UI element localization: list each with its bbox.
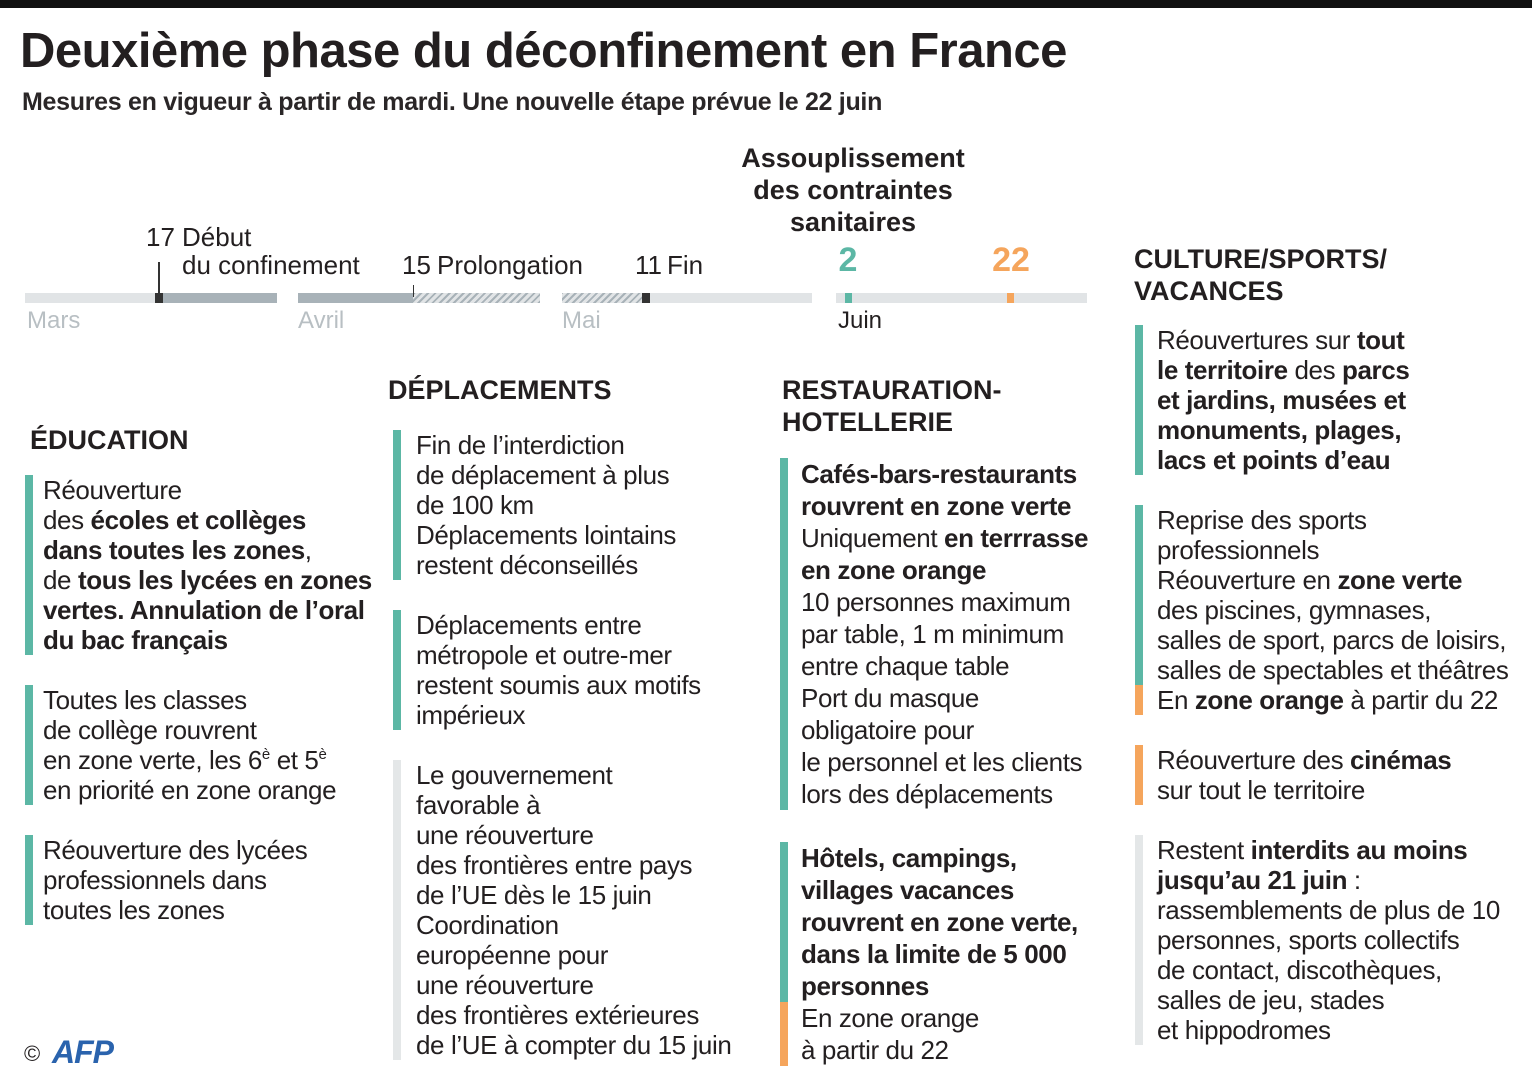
month-avril: Avril [298, 307, 345, 334]
text-run: professionnels dans [43, 865, 267, 895]
text-run: Reprise des sports [1157, 505, 1367, 535]
text-run: En zone orange [801, 1003, 979, 1033]
text-run: Restent [1157, 835, 1251, 865]
deplacements-measures [393, 430, 731, 1060]
text-run: Déplacements lointains [416, 520, 677, 550]
timeline-marker-2-juin [845, 293, 852, 303]
bold-text: le territoire [1157, 355, 1288, 385]
measure-line [780, 970, 1088, 1002]
bold-text: parcs [1342, 355, 1410, 385]
measure-line [25, 535, 372, 565]
measure-item [1135, 505, 1508, 715]
text-run: métropole et outre-mer [416, 640, 672, 670]
section-title-education [30, 424, 189, 456]
text-run: des piscines, gymnases, [1157, 595, 1432, 625]
text-run: en zone verte, les 6 [43, 745, 262, 775]
phase-title [728, 142, 978, 238]
measure-item [25, 685, 372, 805]
measure-line [1135, 655, 1508, 685]
month-juin: Juin [838, 307, 883, 334]
measure-item [393, 610, 731, 730]
text-run: de déplacement à plus [416, 460, 670, 490]
bold-text: tout [1356, 325, 1405, 355]
measure-line [780, 650, 1088, 682]
text-run: , [304, 535, 312, 565]
measure-line [1135, 745, 1508, 775]
measure-line [393, 910, 731, 940]
measure-line [780, 1002, 1088, 1034]
measure-line [393, 460, 731, 490]
bold-text: vertes. Annulation de l’oral [43, 595, 365, 625]
measure-line [1135, 505, 1508, 535]
measure-line [780, 1034, 1088, 1066]
measure-line [1135, 685, 1508, 715]
text-run: Déplacements entre [416, 610, 642, 640]
text-run: Fin de l’interdiction [416, 430, 625, 460]
measure-item [1135, 745, 1508, 805]
timeline-tick-17 [158, 262, 160, 293]
text-run: entre chaque table [801, 651, 1010, 681]
text-run: en priorité en zone orange [43, 775, 337, 805]
measure-line [1135, 925, 1508, 955]
measure-line [1135, 385, 1508, 415]
bold-text: dans la limite de 5 000 [801, 939, 1067, 969]
measure-line [393, 640, 731, 670]
text-run: Uniquement [801, 523, 945, 553]
timeline-segment-confinement-mars [160, 293, 277, 303]
timeline-segment-juin [836, 293, 1087, 303]
month-mars: Mars [27, 307, 81, 334]
timeline-tick-15 [413, 285, 414, 297]
section-title-line: DÉPLACEMENTS [388, 375, 612, 405]
text-run: Coordination [416, 910, 559, 940]
measure-line [780, 778, 1088, 810]
text-run: et hippodromes [1157, 1015, 1331, 1045]
text-run: des [1287, 355, 1343, 385]
measure-line [393, 610, 731, 640]
phase-date-2: 2 [838, 241, 858, 279]
measure-line [25, 565, 372, 595]
superscript-text: è [318, 746, 327, 763]
education-measures [25, 475, 372, 925]
measure-line [25, 865, 372, 895]
text-run: européenne pour [416, 940, 609, 970]
culture-measures [1135, 325, 1508, 1045]
bold-text: zone verte [1337, 565, 1463, 595]
text-run: sur tout le territoire [1157, 775, 1365, 805]
restauration-measures [780, 458, 1088, 1066]
timeline-segment-mai-after [650, 293, 812, 303]
measure-item [393, 430, 731, 580]
text-run: le personnel et les clients [801, 747, 1083, 777]
measure-item [780, 842, 1088, 1066]
measure-line [25, 775, 372, 805]
measure-line [780, 458, 1088, 490]
measure-line [393, 850, 731, 880]
measure-line [780, 522, 1088, 554]
bold-text: lacs et points d’eau [1157, 445, 1391, 475]
bold-text: en zone orange [801, 555, 987, 585]
measure-line [25, 475, 372, 505]
measure-line [780, 874, 1088, 906]
measure-line [25, 895, 372, 925]
measure-line [1135, 565, 1508, 595]
timeline-segment-confinement-avril [298, 293, 413, 303]
text-run: de l’UE à compter du 15 juin [416, 1030, 732, 1060]
timeline-marker-11 [642, 293, 650, 303]
section-title-line: CULTURE/SPORTS/ [1134, 244, 1388, 274]
text-run: salles de spectables et théâtres [1157, 655, 1509, 685]
measure-line [1135, 595, 1508, 625]
text-run: personnes, sports collectifs [1157, 925, 1460, 955]
timeline-segment-mars-before [25, 293, 158, 303]
measure-line [25, 595, 372, 625]
text-run: de collège rouvrent [43, 715, 257, 745]
text-run: Réouverture des lycées [43, 835, 308, 865]
measure-line [1135, 415, 1508, 445]
text-run: Réouverture [43, 475, 182, 505]
text-run: à partir du 22 [1343, 685, 1498, 715]
measure-item [1135, 325, 1508, 475]
measure-line [1135, 445, 1508, 475]
phase-title-line: sanitaires [789, 207, 917, 237]
bold-text: zone orange [1194, 685, 1344, 715]
measure-item [780, 458, 1088, 810]
event-day-17: 17 [146, 222, 175, 252]
event-label-fin: Fin [667, 250, 704, 280]
text-run: salles de sport, parcs de loisirs, [1157, 625, 1507, 655]
measure-line [1135, 325, 1508, 355]
measure-line [1135, 535, 1508, 565]
section-title-line: RESTAURATION- [782, 375, 1002, 405]
text-run: restent déconseillés [416, 550, 638, 580]
bold-text: personnes [801, 971, 929, 1001]
text-run: Réouverture en [1157, 565, 1338, 595]
measure-item [1135, 835, 1508, 1045]
text-run: Le gouvernement [416, 760, 613, 790]
measure-line [780, 554, 1088, 586]
text-run: de l’UE dès le 15 juin [416, 880, 652, 910]
section-title-line: ÉDUCATION [30, 425, 189, 455]
section-title-line: HOTELLERIE [782, 407, 954, 437]
event-label-debut: Début [182, 222, 252, 252]
bold-text: monuments, plages, [1157, 415, 1402, 445]
measure-line [1135, 1015, 1508, 1045]
measure-line [780, 586, 1088, 618]
section-title-restauration [782, 374, 1001, 438]
measure-line [393, 700, 731, 730]
timeline-marker-22-juin [1007, 293, 1014, 303]
bold-text: dans toutes les zones [43, 535, 305, 565]
bold-text: villages vacances [801, 875, 1014, 905]
measure-item [393, 760, 731, 1060]
timeline-marker-17 [155, 293, 163, 303]
text-run: Réouverture des [1157, 745, 1351, 775]
bold-text: interdits au moins [1250, 835, 1468, 865]
bold-text: rouvrent en zone verte, [801, 907, 1078, 937]
measure-item [25, 475, 372, 655]
timeline-segment-prolongation-avril [413, 293, 540, 303]
measure-line [393, 520, 731, 550]
phase-title-line: des contraintes [753, 175, 953, 205]
measure-line [780, 938, 1088, 970]
text-run: des frontières entre pays [416, 850, 693, 880]
timeline-segment-prolongation-mai [562, 293, 645, 303]
measure-line [780, 714, 1088, 746]
measure-line [393, 1000, 731, 1030]
measure-line [393, 490, 731, 520]
phase-date-22: 22 [992, 241, 1030, 279]
text-run: impérieux [416, 700, 526, 730]
event-day-11: 11 [635, 250, 662, 280]
measure-line [780, 906, 1088, 938]
text-run: à partir du 22 [801, 1035, 949, 1065]
measure-line [393, 550, 731, 580]
month-mai: Mai [562, 307, 601, 334]
measure-item [25, 835, 372, 925]
measure-line [393, 670, 731, 700]
bold-text: du bac français [43, 625, 228, 655]
measure-line [393, 790, 731, 820]
event-day-15: 15 [402, 250, 431, 280]
text-run: et 5 [269, 745, 319, 775]
text-run: de [43, 565, 78, 595]
measure-line [780, 618, 1088, 650]
bold-text: écoles et collèges [90, 505, 306, 535]
text-run: une réouverture [416, 970, 594, 1000]
measure-line [780, 682, 1088, 714]
measure-line [393, 1030, 731, 1060]
measure-line [393, 970, 731, 1000]
text-run: salles de jeu, stades [1157, 985, 1385, 1015]
measure-line [25, 715, 372, 745]
measure-line [780, 842, 1088, 874]
measure-line [393, 430, 731, 460]
text-run: restent soumis aux motifs [416, 670, 701, 700]
superscript-text: è [261, 746, 270, 763]
text-run: toutes les zones [43, 895, 225, 925]
measure-line [780, 490, 1088, 522]
copyright-symbol: © [24, 1041, 41, 1066]
bold-text: et jardins, musées et [1157, 385, 1406, 415]
text-run: obligatoire pour [801, 715, 974, 745]
text-run: 10 personnes maximum [801, 587, 1071, 617]
text-run: par table, 1 m minimum [801, 619, 1064, 649]
measure-line [393, 940, 731, 970]
measure-line [1135, 865, 1508, 895]
measure-line [1135, 895, 1508, 925]
text-run: Port du masque [801, 683, 979, 713]
text-run: rassemblements de plus de 10 [1157, 895, 1500, 925]
bold-text: jusqu’au 21 juin [1157, 865, 1348, 895]
measure-line [393, 880, 731, 910]
event-label-prolongation: Prolongation [437, 250, 583, 280]
measure-line [393, 760, 731, 790]
text-run: des [43, 505, 91, 535]
measure-line [25, 505, 372, 535]
measure-line [1135, 835, 1508, 865]
measure-line [1135, 985, 1508, 1015]
bold-text: Cafés-bars-restaurants [801, 459, 1077, 489]
bold-text: tous les lycées en zones [77, 565, 372, 595]
measure-line [25, 745, 372, 775]
text-run: En [1157, 685, 1195, 715]
measure-line [780, 746, 1088, 778]
page-title: Deuxième phase du déconfinement en France [20, 24, 1067, 78]
text-run: de 100 km [416, 490, 534, 520]
measure-line [25, 625, 372, 655]
measure-line [1135, 355, 1508, 385]
measure-line [25, 685, 372, 715]
text-run: de contact, discothèques, [1157, 955, 1442, 985]
text-run: Réouvertures sur [1157, 325, 1357, 355]
measure-line [393, 820, 731, 850]
text-run: favorable à [416, 790, 541, 820]
section-title-deplacements [388, 374, 612, 406]
text-run: professionnels [1157, 535, 1320, 565]
bold-text: cinémas [1350, 745, 1452, 775]
bold-text: en terrrasse [944, 523, 1089, 553]
text-run: des frontières extérieures [416, 1000, 699, 1030]
measure-line [1135, 625, 1508, 655]
text-run: : [1347, 865, 1361, 895]
page-subtitle: Mesures en vigueur à partir de mardi. Une nouvelle étape prévue le 22 juin [22, 88, 883, 116]
text-run: Toutes les classes [43, 685, 247, 715]
section-title-culture [1134, 243, 1387, 307]
measure-line [25, 835, 372, 865]
text-run: une réouverture [416, 820, 594, 850]
measure-line [1135, 955, 1508, 985]
measure-line [1135, 775, 1508, 805]
event-label-confinement: du confinement [182, 250, 360, 280]
phase-title-line: Assouplissement [741, 143, 965, 173]
bold-text: rouvrent en zone verte [801, 491, 1072, 521]
text-run: lors des déplacements [801, 779, 1053, 809]
top-rule [0, 0, 1532, 8]
afp-logo: AFP [52, 1034, 113, 1070]
bold-text: Hôtels, campings, [801, 843, 1017, 873]
section-title-line: VACANCES [1134, 276, 1284, 306]
